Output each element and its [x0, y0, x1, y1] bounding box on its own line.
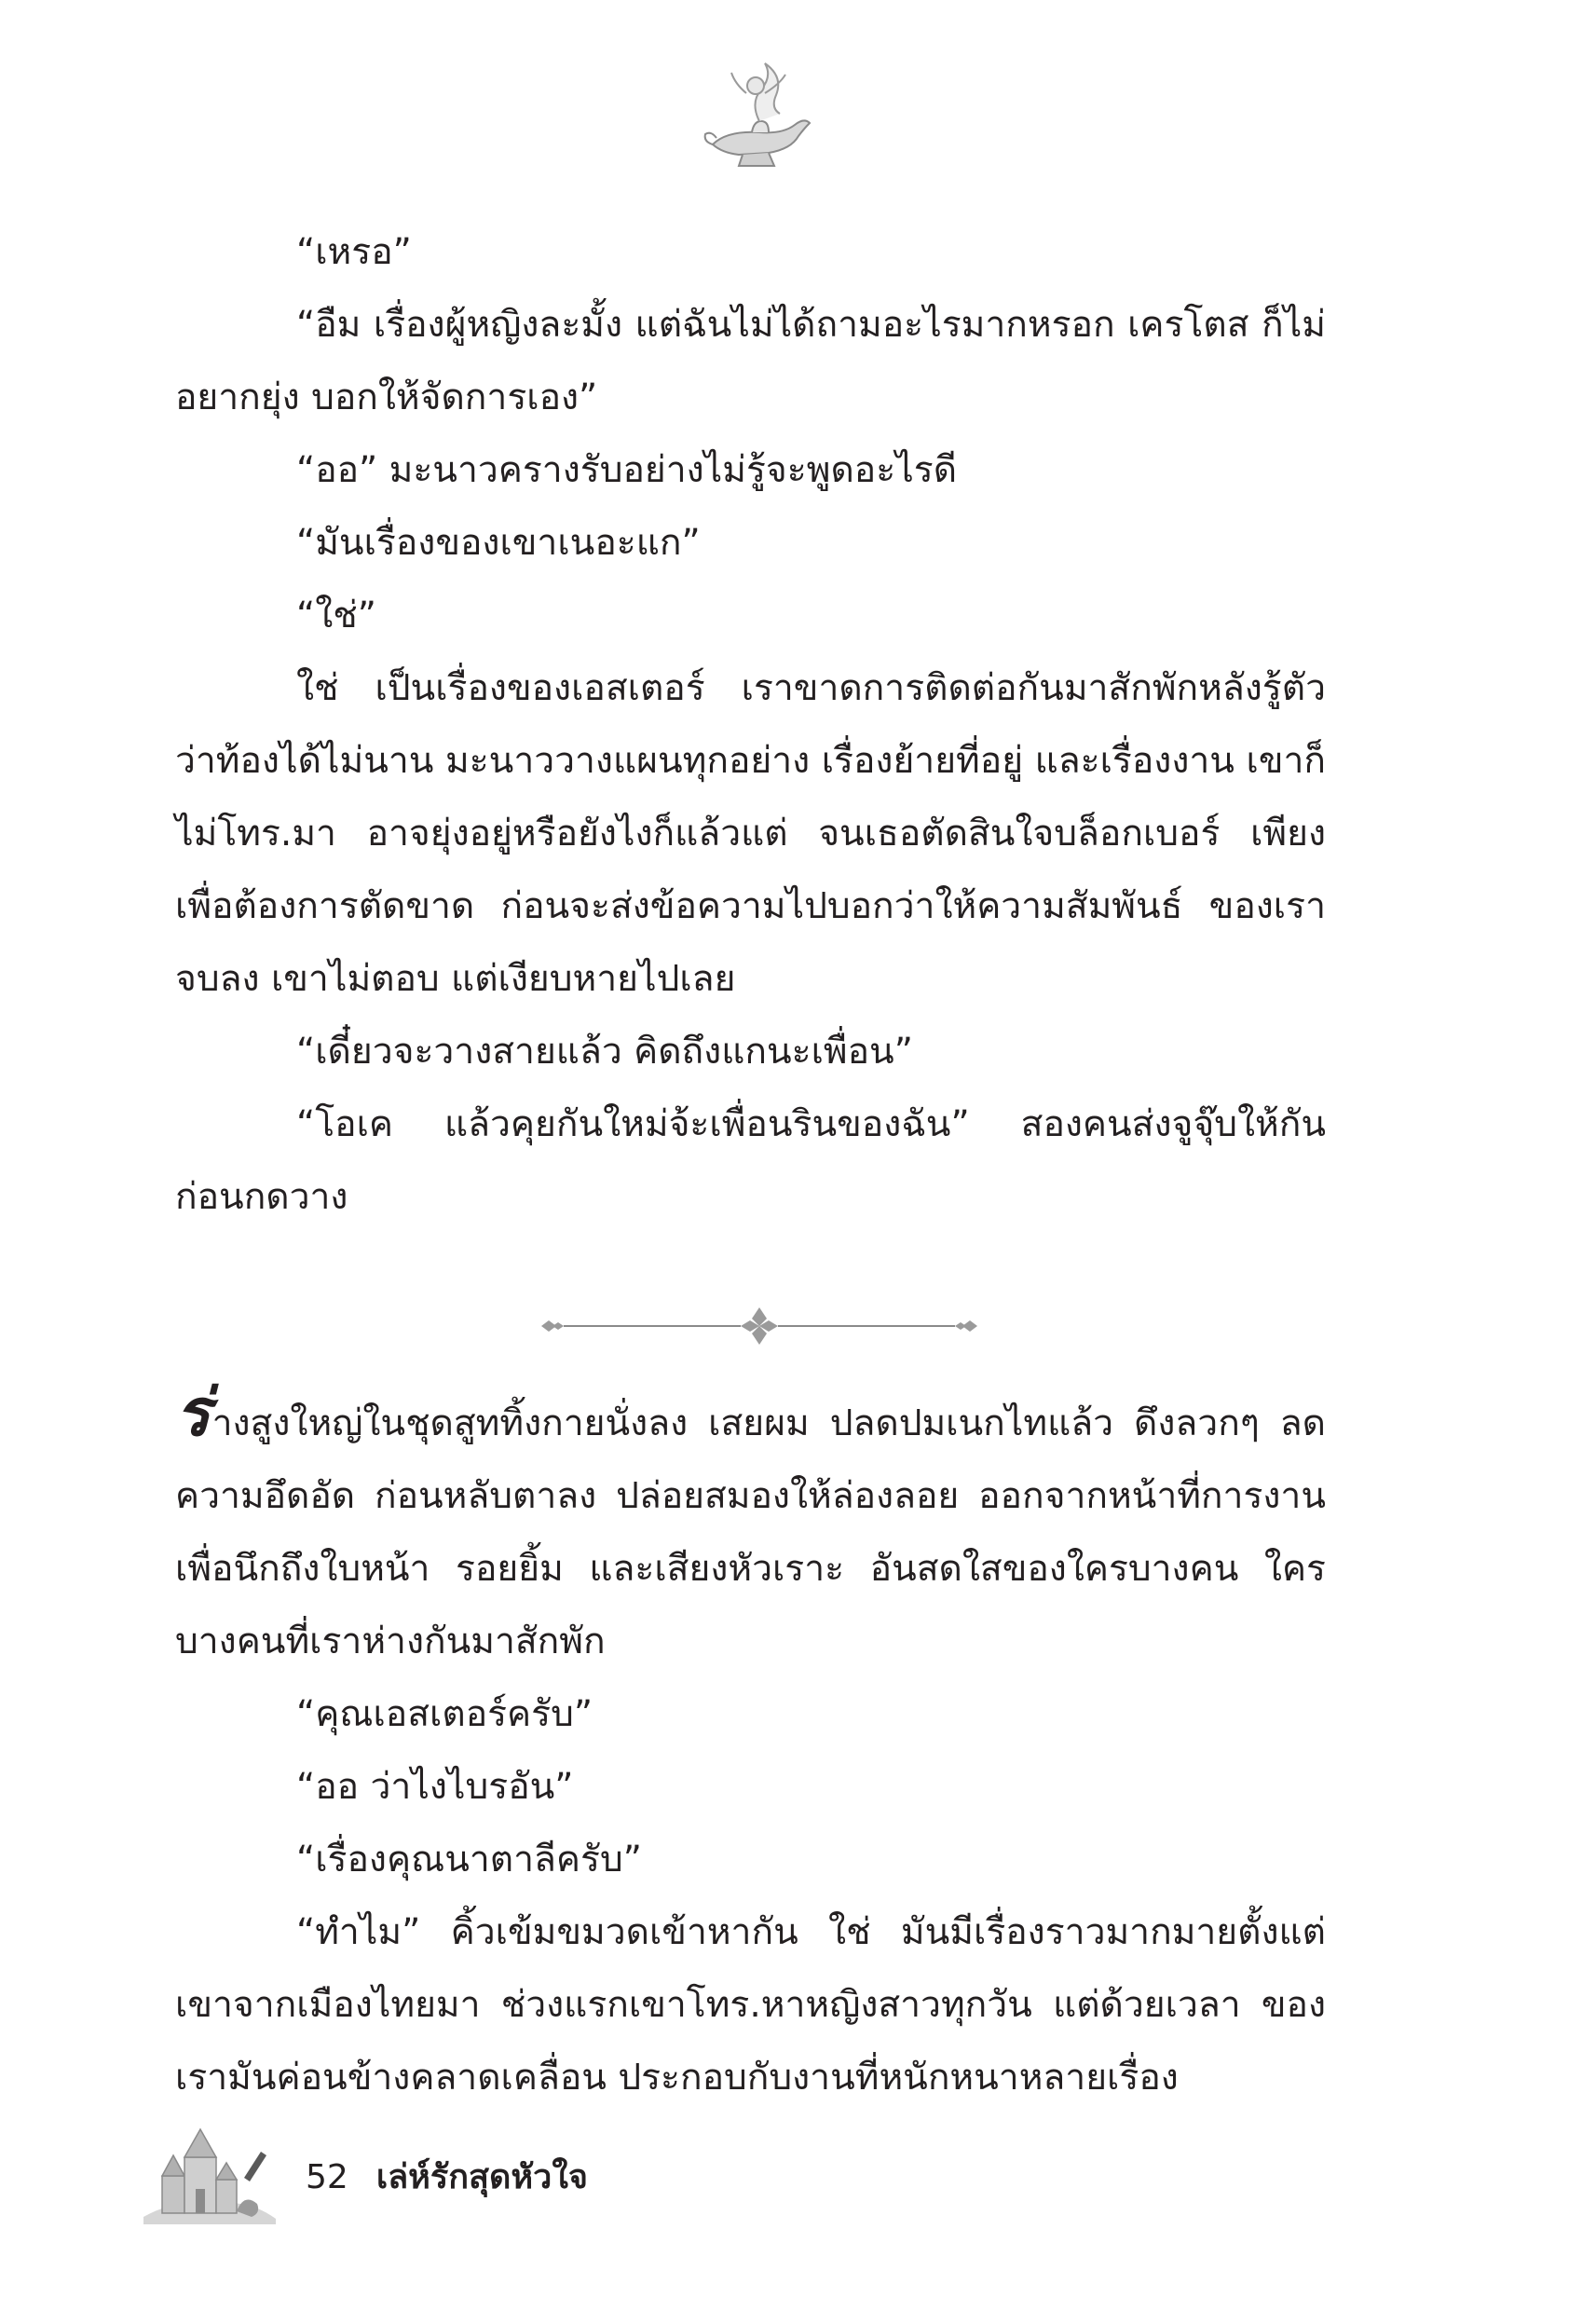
sandcastle-icon [140, 2120, 280, 2227]
dialogue-line: “มันเรื่องของเขาเนอะแก” [296, 522, 701, 564]
opening-paragraph-text: างสูงใหญ่ในชุดสูททิ้งกายนั่งลง เสยผม ปลดปมเนกไทแล้ว ดึงลวกๆ ลดความอึดอัด ก่อนหลับตาลง ปล่อยสมองให้ล่องลอย ออกจากหน้าที่การงานเพื่อนึกถึงใบหน้า รอยยิ้ม และเสียงหัวเราะ อันสดใสของใครบางคน ใครบางคนที่เราห่างกันมาสักพัก [175, 1402, 1326, 1662]
dialogue-line: “ใช่” [296, 595, 376, 636]
genie-lamp-icon [694, 56, 815, 177]
narrative-paragraph: “ทำไม” คิ้วเข้มขมวดเข้าหากัน ใช่ มันมีเรื่องราวมากมายตั้งแต่ เขาจากเมืองไทยมา ช่วงแรกเขาโทร.หาหญิงสาวทุกวัน แต่ด้วยเวลา ของเรามันค่อนข้างคลาดเคลื่อน ประกอบกับงานที่หนักหนาหลายเรื่อง [175, 1911, 1326, 2099]
dialogue-line: “คุณเอสเตอร์ครับ” [296, 1693, 593, 1735]
dialogue-line: “เดี๋ยวจะวางสายแล้ว คิดถึงแกนะเพื่อน” [296, 1031, 913, 1073]
dialogue-line: “ออ” มะนาวครางรับอย่างไม่รู้จะพูดอะไรดี [296, 449, 958, 491]
dialogue-line: “ออ ว่าไงไบรอัน” [296, 1766, 574, 1808]
page-number: 52 [306, 2158, 348, 2196]
book-title: เล่ห์รักสุดหัวใจ [375, 2158, 589, 2196]
text-block-2 [175, 1374, 1326, 2114]
drop-cap: ร่ [175, 1374, 211, 1451]
narrative-paragraph: ใช่ เป็นเรื่องของเอสเตอร์ เราขาดการติดต่อกันมาสักพักหลังรู้ตัว ว่าท้องได้ไม่นาน มะนาววางแผนทุกอย่าง เรื่องย้ายที่อยู่ และเรื่องงาน เขาก็ไม่โทร.มา อาจยุ่งอยู่หรือยังไงก็แล้วแต่ จนเธอตัดสินใจบล็อกเบอร์ เพียงเพื่อต้องการตัดขาด ก่อนจะส่งข้อความไปบอกว่าให้ความสัมพันธ์ ของเราจบลง เขาไม่ตอบ แต่เงียบหายไปเลย [175, 667, 1326, 1000]
text-block-1 [175, 216, 1326, 1234]
dialogue-line: “เหรอ” [296, 231, 412, 273]
dialogue-line: “เรื่องคุณนาตาลีครับ” [296, 1839, 642, 1880]
ornamental-divider [536, 1303, 983, 1349]
dialogue-line: “อืม เรื่องผู้หญิงละมั้ง แต่ฉันไม่ได้ถามอะไรมากหรอก เครโตส ก็ไม่อยากยุ่ง บอกให้จัดการเอง” [175, 304, 1326, 418]
dialogue-line: “โอเค แล้วคุยกันใหม่จ้ะเพื่อนรินของฉัน” สองคนส่งจูจุ๊บให้กัน ก่อนกดวาง [175, 1103, 1326, 1218]
page-footer [306, 2154, 588, 2201]
opening-paragraph [175, 1374, 1326, 1678]
